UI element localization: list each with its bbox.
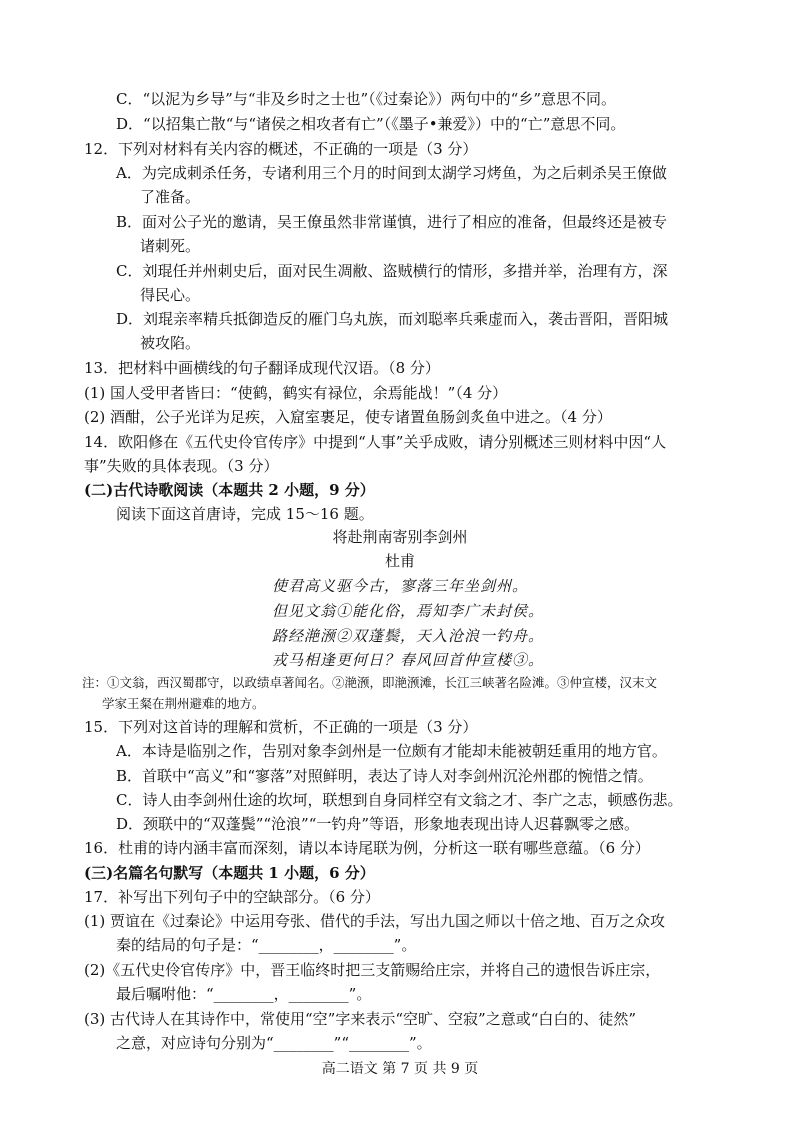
q12-option-a-cont: 了准备。 bbox=[140, 188, 201, 206]
poetry-instruction: 阅读下面这首唐诗，完成 15～16 题。 bbox=[116, 505, 374, 523]
poem-title: 将赴荆南寄别李剑州 bbox=[332, 528, 468, 546]
q15-stem: 15．下列对这首诗的理解和赏析，不正确的一项是（3 分） bbox=[84, 718, 478, 736]
q12-option-d: D．刘琨亲率精兵抵御造反的雁门乌丸族，而刘聪率兵乘虚而入，袭击晋阳，晋阳城 bbox=[116, 310, 669, 328]
q13-stem: 13．把材料中画横线的句子翻译成现代汉语。（8 分） bbox=[84, 359, 440, 377]
q12-option-d-cont: 被攻陷。 bbox=[140, 334, 201, 352]
q11-option-d: D．“以招集亡散“与“诸侯之相攻者有亡”（《墨子•兼爱》）中的“亡”意思不同。 bbox=[116, 115, 626, 133]
poem-line: 但见文翁①能化俗，焉知李广未封侯。 bbox=[272, 602, 545, 620]
q17-part-1-cont: 秦的结局的句子是：“________，________”。 bbox=[116, 936, 417, 954]
q17-stem: 17．补写出下列句子中的空缺部分。（6 分） bbox=[84, 888, 380, 906]
q15-option-b: B．首联中“高义”和“寥落”对照鲜明，表达了诗人对李剑州沉沦州郡的惋惜之情。 bbox=[116, 767, 653, 785]
poem-line: 路经滟滪②双蓬鬓，天入沧浪一钓舟。 bbox=[272, 627, 545, 645]
q15-option-a: A．本诗是临别之作，告别对象李剑州是一位颇有才能却未能被朝廷重用的地方官。 bbox=[116, 742, 667, 760]
q12-option-c-cont: 得民心。 bbox=[140, 286, 201, 304]
q17-part-3-cont: 之意，对应诗句分别为“________”“________”。 bbox=[116, 1034, 432, 1052]
poem-line: 戎马相逢更何日？春风回首仲宣楼③。 bbox=[272, 651, 545, 669]
q11-option-c: C．“以泥为乡导”与“非及乡时之士也”（《过秦论》）两句中的“乡”意思不同。 bbox=[116, 90, 616, 108]
q12-stem: 12．下列对材料有关内容的概述，不正确的一项是（3 分） bbox=[84, 140, 478, 158]
q13-part-1: (1) 国人受甲者皆曰：“使鹤，鹤实有禄位，余焉能战！”（4 分） bbox=[84, 384, 508, 402]
q12-option-b: B．面对公子光的邀请，吴王僚虽然非常谨慎，进行了相应的准备，但最终还是被专 bbox=[116, 213, 668, 231]
q15-option-c: C．诗人由李剑州仕途的坎坷，联想到自身同样空有文翁之才、李广之志，顿感伤悲。 bbox=[116, 791, 683, 809]
q12-option-c: C．刘琨任并州刺史后，面对民生凋敝、盗贼横行的情形，多措并举，治理有方，深 bbox=[116, 262, 668, 280]
q17-part-2-cont: 最后嘱咐他：“________，________”。 bbox=[116, 985, 372, 1003]
q17-part-3: (3) 古代诗人在其诗作中，常使用“空”字来表示“空旷、空寂”之意或“白白的、徒然” bbox=[84, 1010, 637, 1028]
page-footer: 高二语文 第 7 页 共 9 页 bbox=[321, 1061, 479, 1077]
q14-stem-cont: 事”失败的具体表现。（3 分） bbox=[84, 457, 279, 475]
poem-author: 杜甫 bbox=[384, 552, 415, 570]
q17-part-2: (2)《五代史伶官传序》中，晋王临终时把三支箭赐给庄宗，并将自己的遗恨告诉庄宗， bbox=[84, 961, 661, 979]
q16-stem: 16．杜甫的诗内涵丰富而深刻，请以本诗尾联为例，分析这一联有哪些意蕴。（6 分） bbox=[84, 839, 650, 857]
q14-stem: 14．欧阳修在《五代史伶官传序》中提到“人事”关乎成败，请分别概述三则材料中因“人 bbox=[84, 433, 667, 451]
q15-option-d: D．颈联中的“双蓬鬓”“沧浪”“一钓舟”等语，形象地表现出诗人迟暮飘零之感。 bbox=[116, 815, 640, 833]
q17-part-1: (1) 贾谊在《过秦论》中运用夸张、借代的手法，写出九国之师以十倍之地、百万之众攻 bbox=[84, 912, 666, 930]
poem-notes-cont: 学家王粲在荆州避难的地方。 bbox=[102, 696, 265, 711]
poem-line: 使君高义驱今古，寥落三年坐剑州。 bbox=[272, 577, 529, 595]
section-recitation-heading: (三)名篇名句默写（本题共 1 小题，6 分） bbox=[84, 864, 375, 882]
q13-part-2: (2) 酒酣，公子光详为足疾，入窟室裹足，使专诸置鱼肠剑炙鱼中进之。（4 分） bbox=[84, 408, 612, 426]
section-poetry-heading: (二)古代诗歌阅读（本题共 2 小题，9 分） bbox=[84, 481, 375, 499]
q12-option-b-cont: 诸刺死。 bbox=[140, 237, 201, 255]
q12-option-a: A．为完成刺杀任务，专诸利用三个月的时间到太湖学习烤鱼，为之后刺杀吴王僚做 bbox=[116, 164, 667, 182]
poem-notes: 注：①文翁，西汉蜀郡守，以政绩卓著闻名。②滟滪，即滟滪滩，长江三峡著名险滩。③仲宣楼，汉末文 bbox=[82, 675, 658, 690]
